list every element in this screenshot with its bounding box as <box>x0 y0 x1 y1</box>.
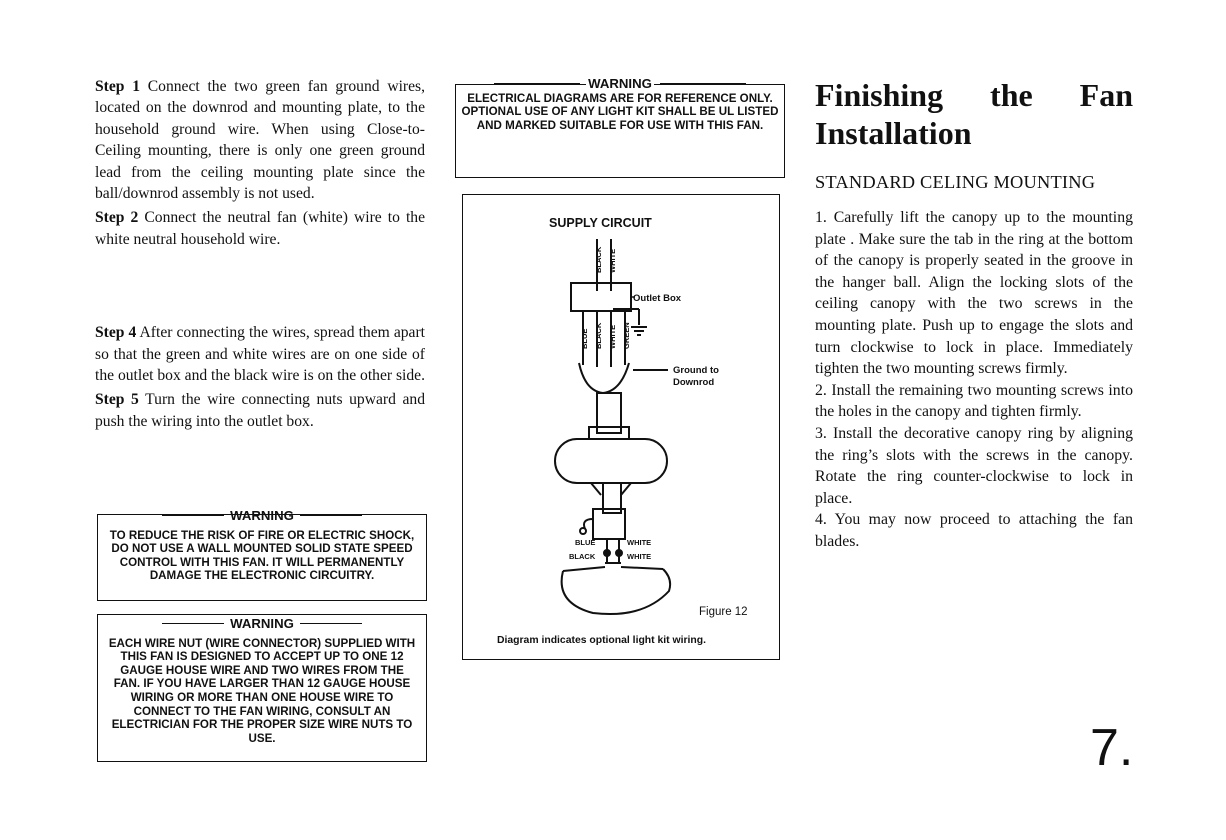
divider <box>162 515 224 516</box>
step-4-label: Step 4 <box>95 324 137 342</box>
step-1 <box>95 76 425 204</box>
wiring-diagram-figure <box>462 194 780 660</box>
step-1-label: Step 1 <box>95 78 140 95</box>
divider <box>660 83 746 84</box>
step-5 <box>95 389 425 432</box>
warning-title: WARNING <box>98 617 426 631</box>
instruction-4: 4. You may now proceed to attaching the fan blades. <box>815 511 1133 550</box>
figure-caption: Diagram indicates optional light kit wiring. <box>497 635 706 646</box>
step-4-text: After connecting the wires, spread them apart so that the green and white wires are on one side of the outlet box and the black wire is on the other side. <box>95 324 425 385</box>
instruction-1: 1. Carefully lift the canopy up to the mounting plate . Make sure the tab in the ring at the bottom of the canopy is properly seated in the groove in the hanger ball. Align the locking slots of the ceiling canopy with the two screws in the mounting plate. Push up to engage the slots and turn clockwise to lock in place. Immediately tighten the two mounting screws firmly. <box>815 209 1133 378</box>
housing-base <box>591 483 601 495</box>
pull-chain-knob <box>580 528 586 534</box>
bowl-rim <box>563 567 605 571</box>
section-subtitle: STANDARD CELING MOUNTING <box>815 172 1096 192</box>
label-outlet-box: Outlet Box <box>633 293 682 304</box>
wire-nut <box>616 550 622 556</box>
outlet-box <box>571 283 631 311</box>
label-lk-black: BLACK <box>569 552 596 561</box>
left-column <box>95 76 425 432</box>
divider <box>162 623 224 624</box>
figure-label: Figure 12 <box>699 606 748 618</box>
warning-electrical-diagrams <box>455 76 785 178</box>
label-downrod: Downrod <box>673 377 715 388</box>
warning-wire-nut <box>97 614 427 762</box>
label-white-supply: WHITE <box>608 248 617 273</box>
bowl-rim <box>621 567 663 569</box>
warning-text: ELECTRICAL DIAGRAMS ARE FOR REFERENCE ONLY. OPTIONAL USE OF ANY LIGHT KIT SHALL BE UL LISTED AND MARKED SUITABLE FOR USE WITH THIS FAN. <box>461 91 779 132</box>
warning-title: WARNING <box>456 77 784 91</box>
warning-solid-state-control <box>97 508 427 601</box>
label-lk-white-1: WHITE <box>627 538 652 547</box>
label-blue: BLUE <box>580 328 589 349</box>
divider <box>300 623 362 624</box>
label-white: WHITE <box>608 324 617 349</box>
divider <box>494 83 580 84</box>
step-2-text: Connect the neutral fan (white) wire to the white neutral household wire. <box>95 209 426 248</box>
light-bowl <box>562 569 671 614</box>
step-2-label: Step 2 <box>95 209 139 227</box>
instruction-3: 3. Install the decorative canopy ring by aligning the ring’s slots with the screws in the canopy. Rotate the ring counter-clockwise to lock in place. <box>815 424 1133 507</box>
warning-text: EACH WIRE NUT (WIRE CONNECTOR) SUPPLIED WITH THIS FAN IS DESIGNED TO ACCEPT UP TO ONE 12 GAUGE HOUSE WIRE AND TWO WIRES FROM THE FAN. IF YOU HAVE LARGER THAN 12 GAUGE HOUSE WIRING OR MORE THAN ONE HOUSE WIRE TO CONNECT TO THE FAN WIRING, CONSULT AN ELECTRICIAN FOR THE PROPER SIZE WIRE NUTS TO USE. <box>108 636 416 745</box>
label-lk-white-2: WHITE <box>627 552 652 561</box>
wiring-diagram <box>463 195 779 659</box>
motor-housing <box>555 439 667 483</box>
right-column <box>815 76 1133 553</box>
supply-circuit-title: SUPPLY CIRCUIT <box>549 216 652 230</box>
step-2 <box>95 207 425 250</box>
step-4 <box>95 322 425 386</box>
step-5-label: Step 5 <box>95 391 139 409</box>
label-lk-blue: BLUE <box>575 538 596 547</box>
label-green: GREEN <box>622 322 631 349</box>
warning-title: WARNING <box>98 509 426 523</box>
warning-text: TO REDUCE THE RISK OF FIRE OR ELECTRIC SHOCK, DO NOT USE A WALL MOUNTED SOLID STATE SPEED CONTROL WITH THIS FAN. IT WILL PERMANENTLY DAMAGE THE ELECTRONIC CIRCUITRY. <box>109 528 415 583</box>
label-black-supply: BLACK <box>594 246 603 273</box>
page-number: 7. <box>1090 719 1134 777</box>
pull-chain <box>584 519 593 529</box>
section-title: Finishing the Fan Installation <box>815 77 1133 151</box>
label-ground-to: Ground to <box>673 365 719 376</box>
canopy-top <box>579 363 629 393</box>
step-5-text: Turn the wire connecting nuts upward and push the wiring into the outlet box. <box>95 391 425 430</box>
instruction-2: 2. Install the remaining two mounting screws into the holes in the canopy and tighten firmly. <box>815 381 1133 421</box>
wire-nut <box>604 550 610 556</box>
step-1-text: Connect the two green fan ground wires, located on the downrod and mounting plate, to the household ground wire. When using Close-to-Ceiling mounting, there is only one green ground lead from the ceiling mounting plate since the ball/downrod assembly is not used. <box>95 78 425 203</box>
housing-base <box>621 483 631 495</box>
divider <box>300 515 362 516</box>
label-black: BLACK <box>594 322 603 349</box>
instructions <box>815 207 1133 553</box>
